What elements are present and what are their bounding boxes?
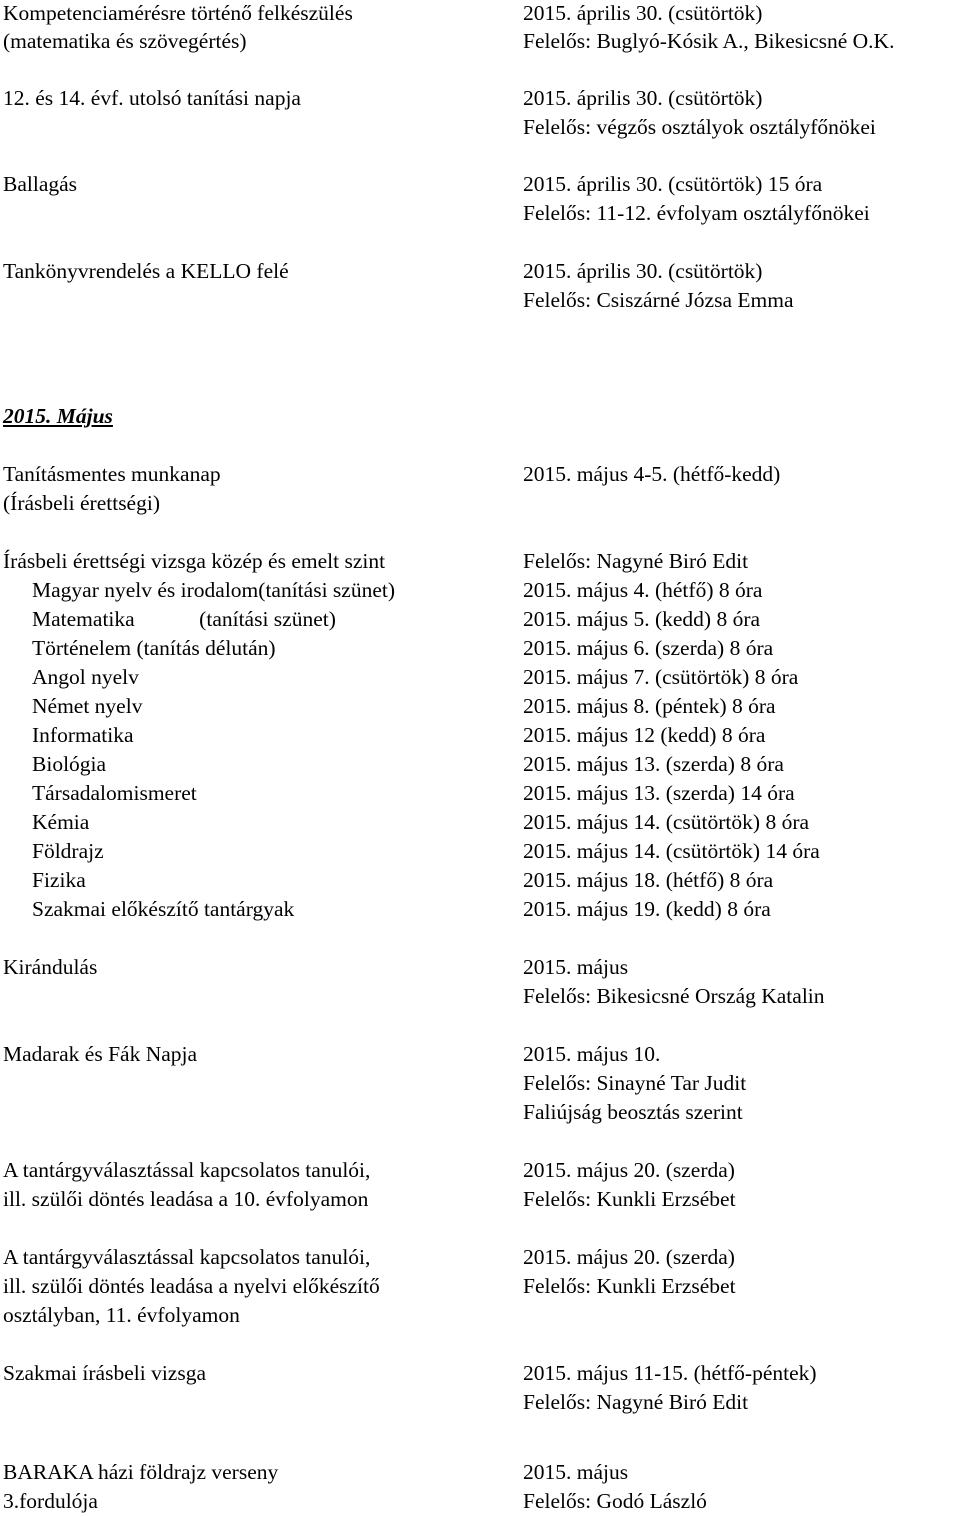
exam-subject: Magyar nyelv és irodalom(tanítási szünet) [32, 578, 396, 602]
event-date: 2015. május [523, 1460, 629, 1484]
exam-subject: Társadalomismeret [32, 781, 197, 805]
event-date: 2015. május 20. (szerda) [523, 1158, 735, 1182]
event-date: 2015. május 4-5. (hétfő-kedd) [523, 462, 781, 486]
exam-date: 2015. május 19. (kedd) 8 óra [523, 897, 771, 921]
event-responsible: Felelős: végzős osztályok osztályfőnökei [523, 115, 876, 139]
exam-subject: Történelem (tanítás délután) [32, 636, 276, 660]
event-responsible: Felelős: Kunkli Erzsébet [523, 1187, 736, 1211]
event-title: Tanításmentes munkanap [3, 462, 221, 486]
event-title: Ballagás [3, 172, 78, 196]
event-date: 2015. május 11-15. (hétfő-péntek) [523, 1361, 817, 1385]
event-title: ill. szülői döntés leadása a 10. évfolyamon [3, 1187, 369, 1211]
event-date: 2015. április 30. (csütörtök) 15 óra [523, 172, 823, 196]
exam-date: 2015. május 8. (péntek) 8 óra [523, 694, 776, 718]
event-title: Szakmai írásbeli vizsga [3, 1361, 206, 1385]
event-title: 3.fordulója [3, 1489, 98, 1513]
event-date: 2015. május [523, 955, 629, 979]
event-title: (matematika és szövegértés) [3, 29, 247, 53]
event-date: 2015. május 20. (szerda) [523, 1245, 735, 1269]
exam-date: 2015. május 13. (szerda) 8 óra [523, 752, 784, 776]
exam-subject: Angol nyelv [32, 665, 139, 689]
exam-subject: Matematika (tanítási szünet) [32, 607, 336, 631]
event-responsible: Felelős: Nagyné Biró Edit [523, 549, 749, 573]
event-responsible: Felelős: Sinayné Tar Judit [523, 1071, 747, 1095]
event-date: 2015. április 30. (csütörtök) [523, 1, 763, 25]
event-responsible: Felelős: Nagyné Biró Edit [523, 1390, 749, 1414]
event-title: osztályban, 11. évfolyamon [3, 1303, 240, 1327]
event-date: 2015. május 10. [523, 1042, 661, 1066]
event-title: 12. és 14. évf. utolsó tanítási napja [3, 86, 301, 110]
exam-section-title: Írásbeli érettségi vizsga közép és emelt szint [3, 549, 386, 573]
event-note: Faliújság beosztás szerint [523, 1100, 743, 1124]
exam-subject: Német nyelv [32, 694, 143, 718]
exam-subject: Informatika [32, 723, 134, 747]
event-title: A tantárgyválasztással kapcsolatos tanulói, [3, 1158, 371, 1182]
event-responsible: Felelős: Buglyó-Kósik A., Bikesicsné O.K. [523, 29, 895, 53]
exam-subject: Szakmai előkészítő tantárgyak [32, 897, 295, 921]
event-title: BARAKA házi földrajz verseny [3, 1460, 279, 1484]
event-responsible: Felelős: Csiszárné Józsa Emma [523, 288, 794, 312]
exam-date: 2015. május 14. (csütörtök) 8 óra [523, 810, 810, 834]
event-responsible: Felelős: Godó László [523, 1489, 707, 1513]
exam-subject: Kémia [32, 810, 90, 834]
event-title: A tantárgyválasztással kapcsolatos tanulói, [3, 1245, 371, 1269]
event-title: Tankönyvrendelés a KELLO felé [3, 259, 289, 283]
event-date: 2015. április 30. (csütörtök) [523, 259, 763, 283]
event-title: Kirándulás [3, 955, 98, 979]
event-responsible: Felelős: Kunkli Erzsébet [523, 1274, 736, 1298]
section-heading-may: 2015. Május [3, 404, 113, 428]
exam-subject: Földrajz [32, 839, 104, 863]
exam-date: 2015. május 18. (hétfő) 8 óra [523, 868, 774, 892]
exam-date: 2015. május 12 (kedd) 8 óra [523, 723, 766, 747]
event-title: Madarak és Fák Napja [3, 1042, 198, 1066]
event-title: Kompetenciamérésre történő felkészülés [3, 1, 353, 25]
exam-subject: Biológia [32, 752, 107, 776]
event-responsible: Felelős: 11-12. évfolyam osztályfőnökei [523, 201, 870, 225]
exam-date: 2015. május 5. (kedd) 8 óra [523, 607, 761, 631]
exam-subject: Fizika [32, 868, 86, 892]
event-title: (Írásbeli érettségi) [3, 491, 160, 515]
exam-date: 2015. május 6. (szerda) 8 óra [523, 636, 774, 660]
exam-date: 2015. május 14. (csütörtök) 14 óra [523, 839, 820, 863]
event-title: ill. szülői döntés leadása a nyelvi előkészítő [3, 1274, 380, 1298]
event-responsible: Felelős: Bikesicsné Ország Katalin [523, 984, 825, 1008]
exam-date: 2015. május 4. (hétfő) 8 óra [523, 578, 763, 602]
exam-date: 2015. május 7. (csütörtök) 8 óra [523, 665, 799, 689]
exam-date: 2015. május 13. (szerda) 14 óra [523, 781, 795, 805]
event-date: 2015. április 30. (csütörtök) [523, 86, 763, 110]
